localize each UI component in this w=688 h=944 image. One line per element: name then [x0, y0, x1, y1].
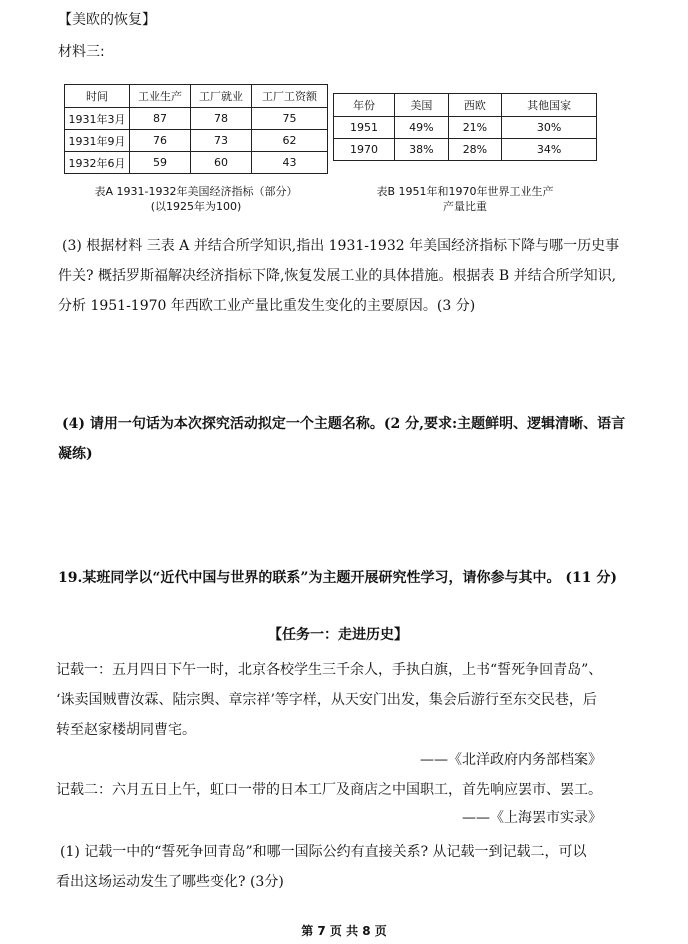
table-b-header-cell: 美国: [395, 94, 449, 117]
question-3-line1: (3) 根据材料 三表 A 并结合所学知识,指出 1931-1932 年美国经济指标下降与哪一历史事: [62, 238, 620, 254]
table-a: [64, 84, 328, 174]
table-cell: 49%: [395, 117, 449, 139]
table-b-header-row: [334, 94, 597, 117]
question-19-1-line2: 看出这场运动发生了哪些变化? (3分): [56, 874, 284, 890]
table-b-header-cell: 年份: [334, 94, 395, 117]
table-cell: 34%: [502, 139, 597, 161]
table-cell: 1970: [334, 139, 395, 161]
record-2-source: ——《上海罢市实录》: [462, 810, 602, 826]
table-row: [334, 117, 597, 139]
material-label: 材料三:: [58, 44, 105, 60]
table-cell: 76: [130, 130, 191, 152]
table-a-header-cell: 工厂工资额: [252, 85, 328, 108]
table-cell: 59: [130, 152, 191, 174]
section-heading: 【美欧的恢复】: [58, 12, 156, 28]
task-1-heading: 【任务一：走进历史】: [268, 627, 408, 643]
table-cell: 87: [130, 108, 191, 130]
table-cell: 1951: [334, 117, 395, 139]
table-b-header-cell: 其他国家: [502, 94, 597, 117]
table-row: [65, 108, 328, 130]
table-cell: 60: [191, 152, 252, 174]
table-cell: 73: [191, 130, 252, 152]
table-row: [65, 152, 328, 174]
table-a-caption-line1: 表A 1931-1932年美国经济指标（部分）: [94, 185, 298, 198]
table-row: [65, 130, 328, 152]
table-b-caption: [333, 184, 597, 214]
table-cell: 1931年9月: [65, 130, 130, 152]
question-4-line2: 凝练): [58, 446, 93, 462]
record-1-line3: 转至赵家楼胡同曹宅。: [56, 722, 196, 738]
table-cell: 28%: [448, 139, 502, 161]
question-3-line3: 分析 1951-1970 年西欧工业产量比重发生变化的主要原因。(3 分): [58, 298, 476, 314]
table-cell: 78: [191, 108, 252, 130]
question-19: 19.某班同学以“近代中国与世界的联系”为主题开展研究性学习，请你参与其中。 (11 分): [58, 570, 617, 586]
table-cell: 38%: [395, 139, 449, 161]
question-4-line1: (4) 请用一句话为本次探究活动拟定一个主题名称。(2 分,要求:主题鲜明、逻辑清晰、语言: [62, 416, 626, 432]
record-1-line1: 记载一：五月四日下午一时，北京各校学生三千余人，手执白旗，上书“誓死争回青岛”、: [56, 662, 603, 678]
table-a-header-cell: 工厂就业: [191, 85, 252, 108]
table-cell: 1931年3月: [65, 108, 130, 130]
question-3-line2: 件关? 概括罗斯福解决经济指标下降,恢复发展工业的具体措施。根据表 B 并结合所学知识,: [58, 268, 617, 284]
table-cell: 21%: [448, 117, 502, 139]
table-a-header-cell: 时间: [65, 85, 130, 108]
record-1-line2: ‘诛卖国贼曹汝霖、陆宗舆、章宗祥’等字样，从天安门出发，集会后游行至东交民巷，后: [56, 692, 597, 708]
table-b-caption-line2: 产量比重: [443, 200, 487, 213]
table-cell: 30%: [502, 117, 597, 139]
table-cell: 75: [252, 108, 328, 130]
table-a-header-cell: 工业生产: [130, 85, 191, 108]
question-19-1-line1: (1) 记载一中的“誓死争回青岛”和哪一国际公约有直接关系? 从记载一到记载二，可以: [60, 844, 587, 860]
table-b-header-cell: 西欧: [448, 94, 502, 117]
table-b: [333, 93, 597, 161]
record-1-source: ——《北洋政府内务部档案》: [420, 752, 602, 768]
page-footer: 第 7 页 共 8 页: [301, 924, 387, 938]
record-2-line1: 记载二：六月五日上午，虹口一带的日本工厂及商店之中国职工，首先响应罢市、罢工。: [56, 782, 602, 798]
table-a-header-row: [65, 85, 328, 108]
table-cell: 43: [252, 152, 328, 174]
table-cell: 1932年6月: [65, 152, 130, 174]
table-a-caption: [64, 184, 328, 214]
table-cell: 62: [252, 130, 328, 152]
table-b-caption-line1: 表B 1951年和1970年世界工业生产: [376, 185, 554, 198]
table-a-caption-line2: (以1925年为100): [150, 200, 242, 213]
table-row: [334, 139, 597, 161]
